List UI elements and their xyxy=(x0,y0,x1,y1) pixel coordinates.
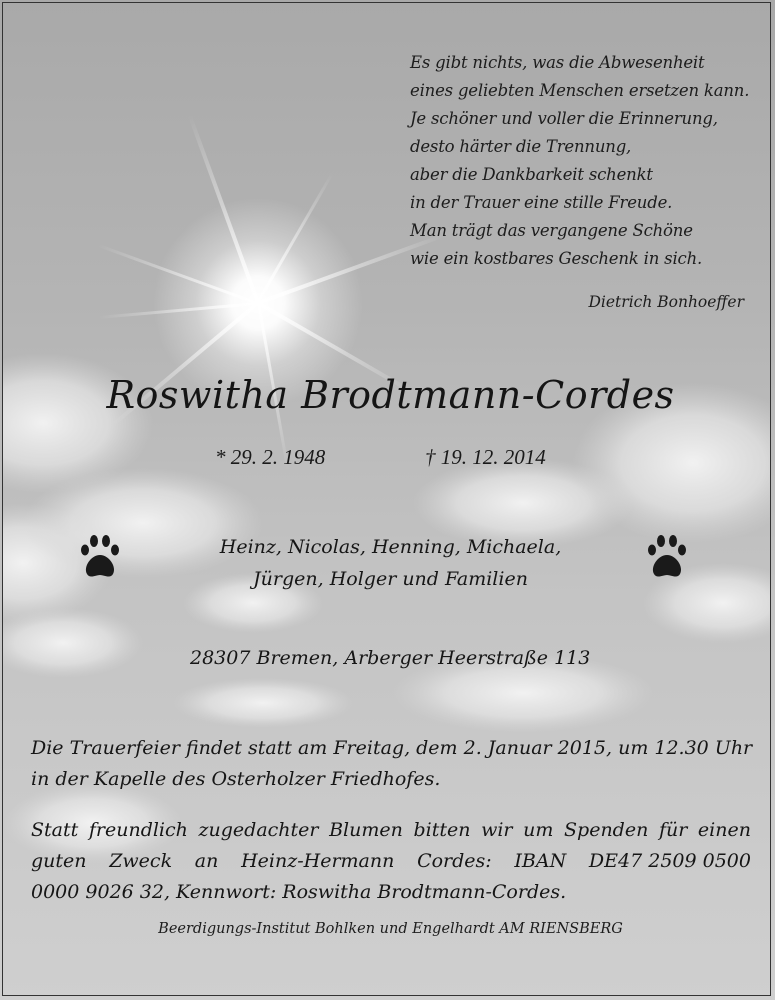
word: Zweck xyxy=(109,850,173,872)
word: bitten xyxy=(413,819,471,841)
family-line: Heinz, Nicolas, Henning, Michaela, xyxy=(219,536,562,558)
poem-line: Je schöner und voller die Erinnerung, xyxy=(410,109,718,128)
family-address: 28307 Bremen, Arberger Heerstraße 113 xyxy=(190,647,591,669)
word: Spenden xyxy=(564,819,649,841)
word: für xyxy=(658,819,688,841)
obituary-notice xyxy=(2,2,771,996)
word: einen xyxy=(697,819,751,841)
poem-line: Man trägt das vergangene Schöne xyxy=(410,221,693,240)
funeral-home-credit: Beerdigungs-Institut Bohlken und Engelhardt AM RIENSBERG xyxy=(158,921,623,937)
iban-number: DE47 2509 0500 xyxy=(588,850,751,872)
word: wir xyxy=(481,819,513,841)
family-names xyxy=(3,531,771,595)
poem-line: aber die Dankbarkeit schenkt xyxy=(410,165,653,184)
word: IBAN xyxy=(514,850,567,872)
word: Heinz-Hermann xyxy=(241,850,395,872)
word: Statt xyxy=(31,819,79,841)
quote-author: Dietrich Bonhoeffer xyxy=(588,293,744,311)
birth-date: * 29. 2. 1948 xyxy=(215,445,326,469)
donation-request-text xyxy=(31,815,751,908)
word: um xyxy=(523,819,554,841)
ceremony-line: Die Trauerfeier findet statt am Freitag, dem 2. Januar 2015, um 12.30 Uhr xyxy=(31,737,753,759)
donation-line xyxy=(31,815,751,846)
poem-line: in der Trauer eine stille Freude. xyxy=(410,193,673,212)
word: an xyxy=(194,850,219,872)
death-date: † 19. 12. 2014 xyxy=(425,445,546,469)
funeral-ceremony-text xyxy=(31,733,751,795)
poem-line: wie ein kostbares Geschenk in sich. xyxy=(410,249,703,268)
quote-poem xyxy=(410,49,755,273)
word: guten xyxy=(31,850,87,872)
word: freundlich xyxy=(88,819,188,841)
family-line: Jürgen, Holger und Familien xyxy=(253,568,528,590)
word: Blumen xyxy=(329,819,403,841)
deceased-name: Roswitha Brodtmann-Cordes xyxy=(106,373,675,417)
poem-line: eines geliebten Menschen ersetzen kann. xyxy=(410,81,750,100)
donation-line: 0000 9026 32, Kennwort: Roswitha Brodtmann-Cordes. xyxy=(31,881,567,903)
poem-line: desto härter die Trennung, xyxy=(410,137,632,156)
poem-line: Es gibt nichts, was die Abwesenheit xyxy=(410,53,705,72)
word: Cordes: xyxy=(417,850,492,872)
word: zugedachter xyxy=(198,819,319,841)
donation-line xyxy=(31,846,751,877)
ceremony-line: in der Kapelle des Osterholzer Friedhofes. xyxy=(31,768,441,790)
